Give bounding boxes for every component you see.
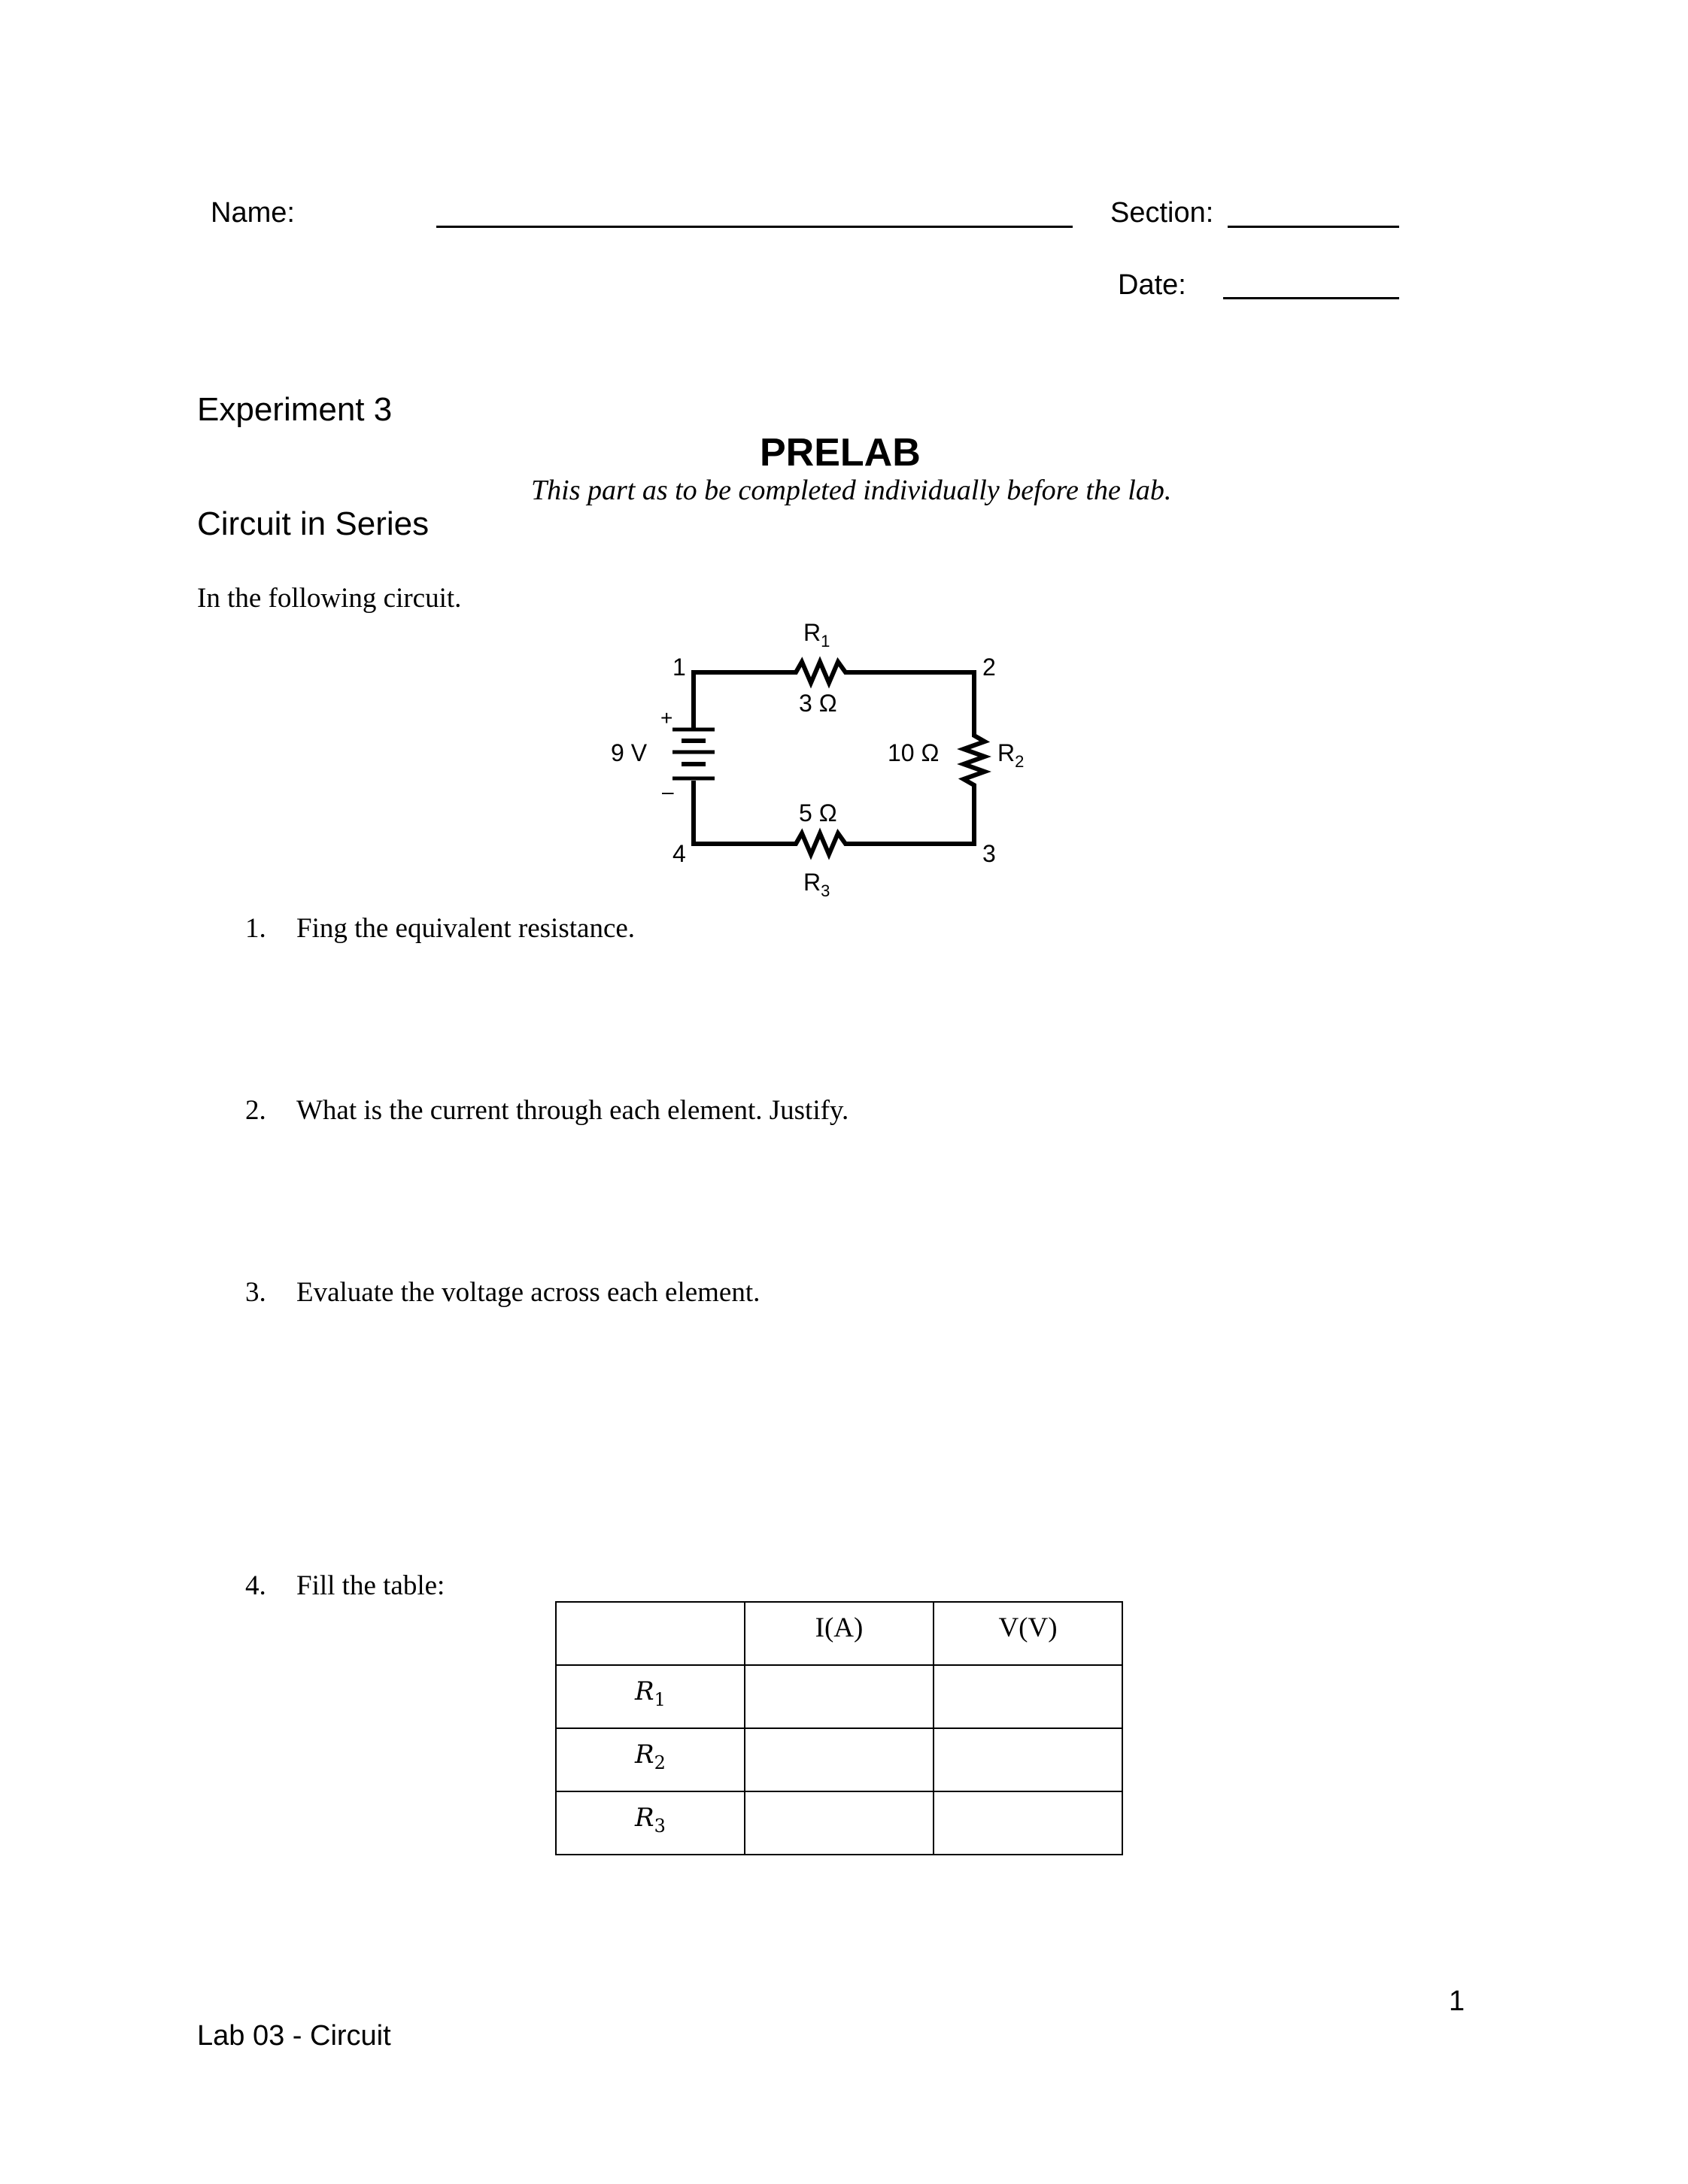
section-field-line[interactable]: [1228, 226, 1399, 228]
table-header-cell: V(V): [934, 1602, 1122, 1665]
table-header-cell: I(A): [745, 1602, 934, 1665]
r2-value: 10 Ω: [888, 739, 940, 766]
bottom-wire: [694, 833, 976, 854]
table-row-label: $R_2$: [556, 1728, 745, 1791]
table-row: [556, 1665, 1122, 1728]
section-topic: Circuit in Series: [197, 505, 430, 542]
voltage-cell[interactable]: [934, 1665, 1122, 1728]
table-row-label: $R_1$: [556, 1665, 745, 1728]
table-row: [556, 1728, 1122, 1791]
question-1-number: 1.: [245, 913, 266, 944]
intro-text: In the following circuit.: [197, 583, 462, 614]
table-header-cell: [556, 1602, 745, 1665]
r1-label: $R_1$: [803, 619, 830, 651]
r3-label: $R_3$: [803, 869, 830, 900]
current-cell[interactable]: [745, 1791, 934, 1855]
date-field-line[interactable]: [1223, 297, 1399, 299]
battery-symbol: [672, 730, 715, 778]
voltage-cell[interactable]: [934, 1791, 1122, 1855]
question-2-number: 2.: [245, 1095, 266, 1126]
footer-lab-title: Lab 03 - Circuit: [197, 2020, 391, 2052]
answer-table: [555, 1601, 1123, 1855]
right-wire: [964, 670, 985, 844]
table-row: [556, 1791, 1122, 1855]
experiment-title: Experiment 3: [197, 391, 393, 428]
voltage-cell[interactable]: [934, 1728, 1122, 1791]
battery-minus-label: –: [662, 780, 674, 803]
name-field-line[interactable]: [436, 226, 1073, 228]
r3-value: 5 Ω: [799, 799, 837, 827]
r2-label: $R_2$: [997, 739, 1025, 771]
prelab-title: PRELAB: [760, 431, 921, 475]
date-label: Date:: [1118, 269, 1186, 301]
prelab-subtitle: This part as to be completed individually before the lab.: [531, 475, 1172, 506]
question-3-text: Evaluate the voltage across each element.: [296, 1277, 761, 1308]
question-3-number: 3.: [245, 1277, 266, 1308]
top-wire: [694, 662, 974, 683]
node-label-2: 2: [982, 654, 996, 681]
battery-plus-label: +: [660, 706, 673, 730]
table-header-row: [556, 1602, 1122, 1665]
section-label: Section:: [1110, 197, 1214, 229]
page-number: 1: [1449, 1985, 1465, 2017]
question-2-text: What is the current through each element. Justify.: [296, 1095, 849, 1126]
question-4-text: Fill the table:: [296, 1570, 445, 1601]
name-label: Name:: [211, 197, 295, 229]
current-cell[interactable]: [745, 1728, 934, 1791]
question-1-text: Fing the equivalent resistance.: [296, 913, 636, 944]
node-label-1: 1: [672, 654, 686, 681]
r1-value: 3 Ω: [799, 690, 837, 717]
series-circuit-diagram: [587, 609, 1053, 910]
table-row-label: $R_3$: [556, 1791, 745, 1855]
question-4-number: 4.: [245, 1570, 266, 1601]
node-label-4: 4: [672, 840, 686, 867]
current-cell[interactable]: [745, 1665, 934, 1728]
node-label-3: 3: [982, 840, 996, 867]
battery-voltage-label: 9 V: [611, 739, 648, 766]
